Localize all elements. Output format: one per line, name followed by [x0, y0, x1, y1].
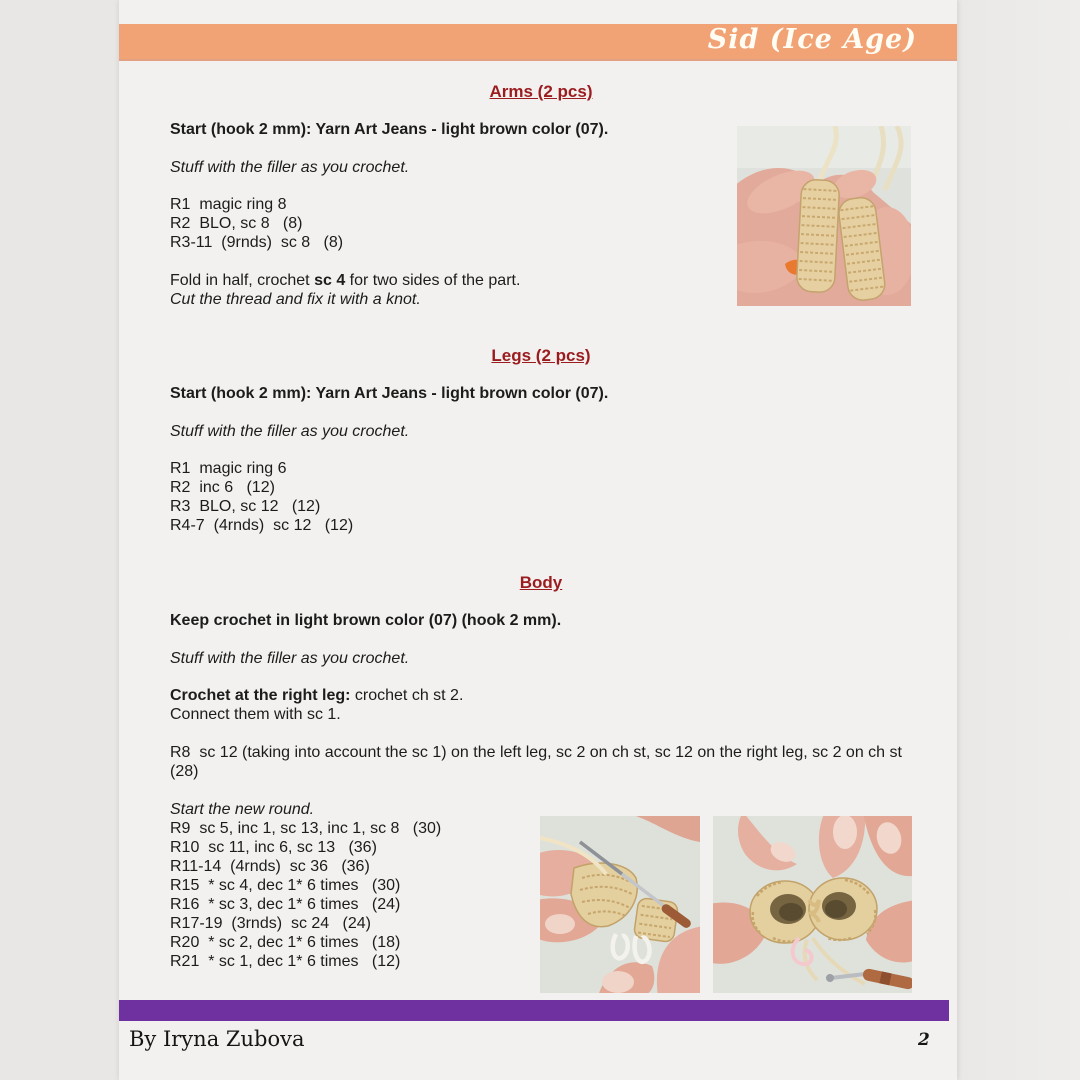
- pattern-row: R21 * sc 1, dec 1* 6 times (12): [170, 953, 401, 970]
- arms-start-line: Start (hook 2 mm): Yarn Art Jeans - light brown color (07).: [170, 121, 609, 138]
- document-page: [119, 0, 957, 1080]
- pattern-row: R11-14 (4rnds) sc 36 (36): [170, 858, 370, 875]
- section-heading-arms: Arms (2 pcs): [489, 82, 593, 101]
- pattern-row: R20 * sc 2, dec 1* 6 times (18): [170, 934, 401, 951]
- pattern-row: R2 inc 6 (12): [170, 479, 275, 496]
- author-credit: By Iryna Zubova: [129, 1027, 305, 1051]
- pattern-row: R16 * sc 3, dec 1* 6 times (24): [170, 896, 401, 913]
- pattern-row: R17-19 (3rnds) sc 24 (24): [170, 915, 371, 932]
- pattern-row: R10 sc 11, inc 6, sc 13 (36): [170, 839, 377, 856]
- body-keep-line: Keep crochet in light brown color (07) (hook 2 mm).: [170, 612, 562, 629]
- legs-stuff-note: Stuff with the filler as you crochet.: [170, 423, 410, 440]
- body-connect-line: Connect them with sc 1.: [170, 706, 341, 723]
- fold-text-post: for two sides of the part.: [345, 272, 521, 289]
- pattern-row: R1 magic ring 8: [170, 196, 287, 213]
- crochet-leg-bold: Crochet at the right leg:: [170, 687, 351, 704]
- body-join-instructions: [170, 686, 912, 724]
- arms-cut-note: Cut the thread and fix it with a knot.: [170, 291, 421, 308]
- body-stuff-note: Stuff with the filler as you crochet.: [170, 650, 410, 667]
- page-header-bar: [119, 24, 957, 61]
- legs-join-photo-1: [540, 816, 700, 993]
- body-start-round-note: Start the new round.: [170, 801, 315, 818]
- fold-text-bold: sc 4: [314, 272, 346, 289]
- section-heading-legs: Legs (2 pcs): [491, 346, 591, 365]
- pattern-row: R1 magic ring 6: [170, 460, 287, 477]
- pattern-title: Sid (Ice Age): [707, 24, 917, 55]
- pattern-row: R2 BLO, sc 8 (8): [170, 215, 303, 232]
- pattern-row: R3-11 (9rnds) sc 8 (8): [170, 234, 344, 251]
- legs-join-photo-2: [713, 816, 912, 993]
- pattern-row: R3 BLO, sc 12 (12): [170, 498, 321, 515]
- legs-rows: [170, 459, 912, 535]
- arms-stuff-note: Stuff with the filler as you crochet.: [170, 159, 410, 176]
- body-crochet-line: [170, 686, 912, 705]
- legs-start-line: Start (hook 2 mm): Yarn Art Jeans - light brown color (07).: [170, 385, 609, 402]
- section-heading-body: Body: [519, 573, 563, 592]
- page-number: 2: [918, 1030, 930, 1050]
- pattern-row: R4-7 (4rnds) sc 12 (12): [170, 517, 354, 534]
- crochet-leg-rest: crochet ch st 2.: [350, 687, 464, 704]
- arms-photo: [737, 126, 911, 306]
- fold-text-pre: Fold in half, crochet: [170, 272, 315, 289]
- pattern-row: R15 * sc 4, dec 1* 6 times (30): [170, 877, 401, 894]
- footer-accent-bar: [119, 1000, 949, 1021]
- body-r8-row: R8 sc 12 (taking into account the sc 1) on the left leg, sc 2 on ch st, sc 12 on the right leg, sc 2 on ch st (28): [170, 744, 916, 780]
- pattern-row: R9 sc 5, inc 1, sc 13, inc 1, sc 8 (30): [170, 820, 442, 837]
